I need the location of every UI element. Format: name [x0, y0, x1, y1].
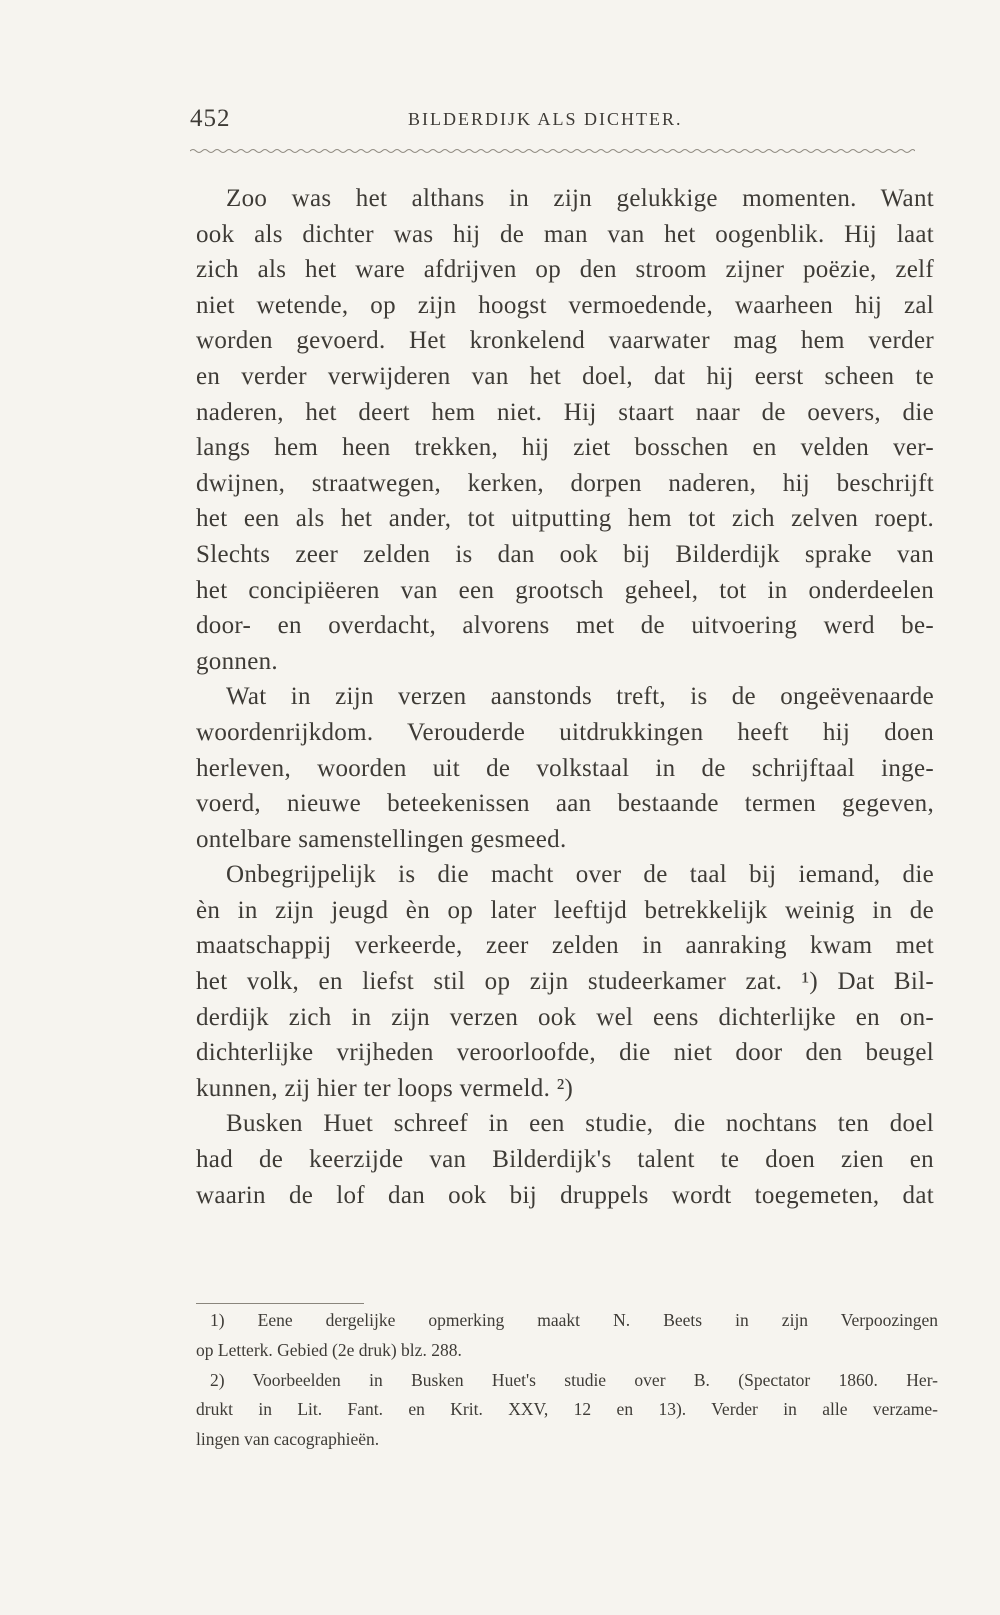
footnotes [196, 1306, 938, 1455]
footnote-line: 2) Voorbeelden in Busken Huet's studie over B. (Spectator 1860. Her- [210, 1369, 938, 1390]
text-line: het concipiëeren van een grootsch geheel, tot in onderdeelen [196, 576, 934, 604]
decorative-wavy-rule [190, 148, 915, 154]
text-line: Slechts zeer zelden is dan ook bij Bilderdijk sprake van [196, 540, 934, 568]
text-line: èn in zijn jeugd èn op later leeftijd betrekkelijk weinig in de [196, 896, 934, 924]
text-line: derdijk zich in zijn verzen ook wel eens dichterlijke en on- [196, 1003, 934, 1031]
text-line: niet wetende, op zijn hoogst vermoedende, waarheen hij zal [196, 291, 934, 319]
text-line: voerd, nieuwe beteekenissen aan bestaande termen gegeven, [196, 790, 934, 818]
footnote-line: 1) Eene dergelijke opmerking maakt N. Beets in zijn Verpoozingen [210, 1310, 938, 1330]
footnote-line: op Letterk. Gebied (2e druk) blz. 288. [196, 1339, 462, 1360]
text-line: woordenrijkdom. Verouderde uitdrukkingen heeft hij doen [196, 718, 934, 746]
text-line: waarin de lof dan ook bij druppels wordt toegemeten, dat [196, 1181, 934, 1209]
page-number: 452 [190, 105, 231, 132]
text-line: gonnen. [196, 647, 278, 675]
text-line: langs hem heen trekken, hij ziet bosschen en velden ver- [196, 434, 934, 462]
text-line: Zoo was het althans in zijn gelukkige momenten. Want [226, 185, 934, 212]
running-head [190, 105, 915, 145]
running-title: BILDERDIJK ALS DICHTER. [408, 109, 683, 129]
text-line: door- en overdacht, alvorens met de uitvoering werd be- [196, 612, 934, 640]
text-line: maatschappij verkeerde, zeer zelden in aanraking kwam met [196, 932, 934, 960]
text-line: zich als het ware afdrijven op den stroom zijner poëzie, zelf [196, 256, 934, 284]
text-line: het volk, en liefst stil op zijn studeerkamer zat. ¹) Dat Bil- [196, 968, 934, 996]
text-line: en verder verwijderen van het doel, dat hij eerst scheen te [196, 362, 934, 390]
text-line: Busken Huet schreef in een studie, die nochtans ten doel [226, 1110, 934, 1138]
text-line: Wat in zijn verzen aanstonds treft, is de ongeëvenaarde [226, 683, 934, 711]
text-line: had de keerzijde van Bilderdijk's talent te doen zien en [196, 1146, 934, 1174]
footnote-line: lingen van cacographieën. [196, 1429, 380, 1450]
footnote-divider [196, 1303, 364, 1304]
footnote-line: drukt in Lit. Fant. en Krit. XXV, 12 en 13). Verder in alle verzame- [196, 1399, 938, 1420]
text-line: ook als dichter was hij de man van het oogenblik. Hij laat [196, 220, 934, 248]
body-text [196, 181, 934, 1213]
text-line: herleven, woorden uit de volkstaal in de schrijftaal inge- [196, 754, 934, 782]
text-line: kunnen, zij hier ter loops vermeld. ²) [196, 1074, 574, 1102]
text-line: het een als het ander, tot uitputting hem tot zich zelven roept. [196, 505, 934, 533]
text-line: ontelbare samenstellingen gesmeed. [196, 825, 567, 853]
text-line: worden gevoerd. Het kronkelend vaarwater mag hem verder [196, 327, 934, 355]
text-line: dichterlijke vrijheden veroorloofde, die niet door den beugel [196, 1039, 934, 1067]
text-line: dwijnen, straatwegen, kerken, dorpen naderen, hij beschrijft [196, 469, 934, 497]
text-line: naderen, het deert hem niet. Hij staart naar de oevers, die [196, 398, 934, 426]
text-line: Onbegrijpelijk is die macht over de taal bij iemand, die [226, 861, 934, 889]
